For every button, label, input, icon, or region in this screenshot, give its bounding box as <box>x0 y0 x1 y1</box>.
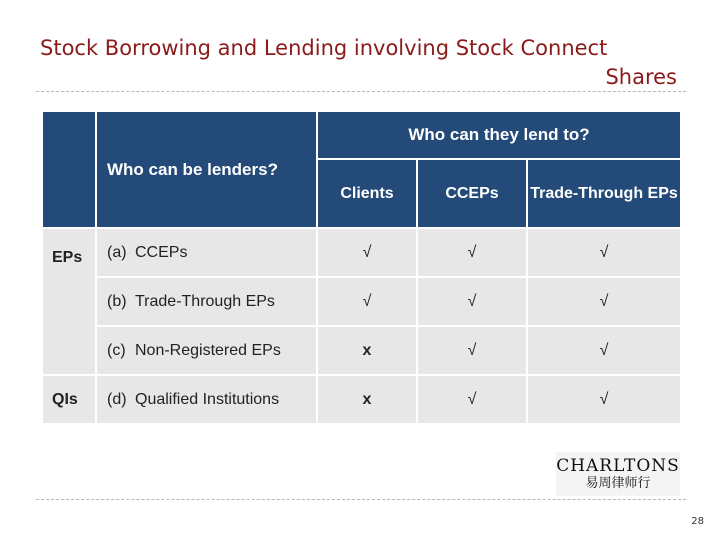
lenders-header: Who can be lenders? <box>97 112 316 227</box>
lender-name: CCEPs <box>135 243 188 261</box>
bottom-divider <box>36 499 686 500</box>
lender-code: (a) <box>107 243 127 261</box>
group-label-qis: QIs <box>43 376 95 423</box>
lender-cell <box>97 327 316 374</box>
column-header-trade-through-eps: Trade-Through EPs <box>528 160 680 227</box>
lender-name: Non-Registered EPs <box>135 341 281 359</box>
group-header-blank <box>43 112 95 227</box>
mark-cell: √ <box>528 376 680 423</box>
mark-cell: x <box>318 376 416 423</box>
top-divider <box>36 91 686 92</box>
page-number: 28 <box>691 516 704 527</box>
mark-cell: √ <box>528 327 680 374</box>
lender-name: Qualified Institutions <box>135 390 280 408</box>
slide-title <box>40 34 677 92</box>
slide-title-line1: Stock Borrowing and Lending involving Stock Connect <box>40 36 608 60</box>
mark-cell: √ <box>418 376 526 423</box>
lender-cell <box>97 376 316 423</box>
column-header-clients: Clients <box>318 160 416 227</box>
logo-chinese-name: 易周律师行 <box>585 476 651 491</box>
lender-cell <box>97 278 316 325</box>
table-row <box>43 327 680 374</box>
table-row <box>43 278 680 325</box>
mark-cell: √ <box>318 278 416 325</box>
column-header-cceps: CCEPs <box>418 160 526 227</box>
lender-name: Trade-Through EPs <box>135 292 275 310</box>
lender-code: (b) <box>107 292 127 310</box>
mark-cell: √ <box>318 229 416 276</box>
mark-cell: √ <box>528 278 680 325</box>
slide-title-line2: Shares <box>605 65 677 89</box>
lend-to-header: Who can they lend to? <box>318 112 680 158</box>
mark-cell: √ <box>418 278 526 325</box>
mark-cell: √ <box>528 229 680 276</box>
group-label-eps: EPs <box>43 229 95 374</box>
logo-wordmark: CHARLTONS <box>556 456 680 476</box>
lender-cell <box>97 229 316 276</box>
mark-cell: √ <box>418 229 526 276</box>
mark-cell: √ <box>418 327 526 374</box>
table-row <box>43 376 680 423</box>
lender-code: (d) <box>107 390 127 408</box>
charltons-logo <box>556 452 680 496</box>
mark-cell: x <box>318 327 416 374</box>
lending-table <box>41 110 682 425</box>
table-row <box>43 229 680 276</box>
lender-code: (c) <box>107 341 126 359</box>
